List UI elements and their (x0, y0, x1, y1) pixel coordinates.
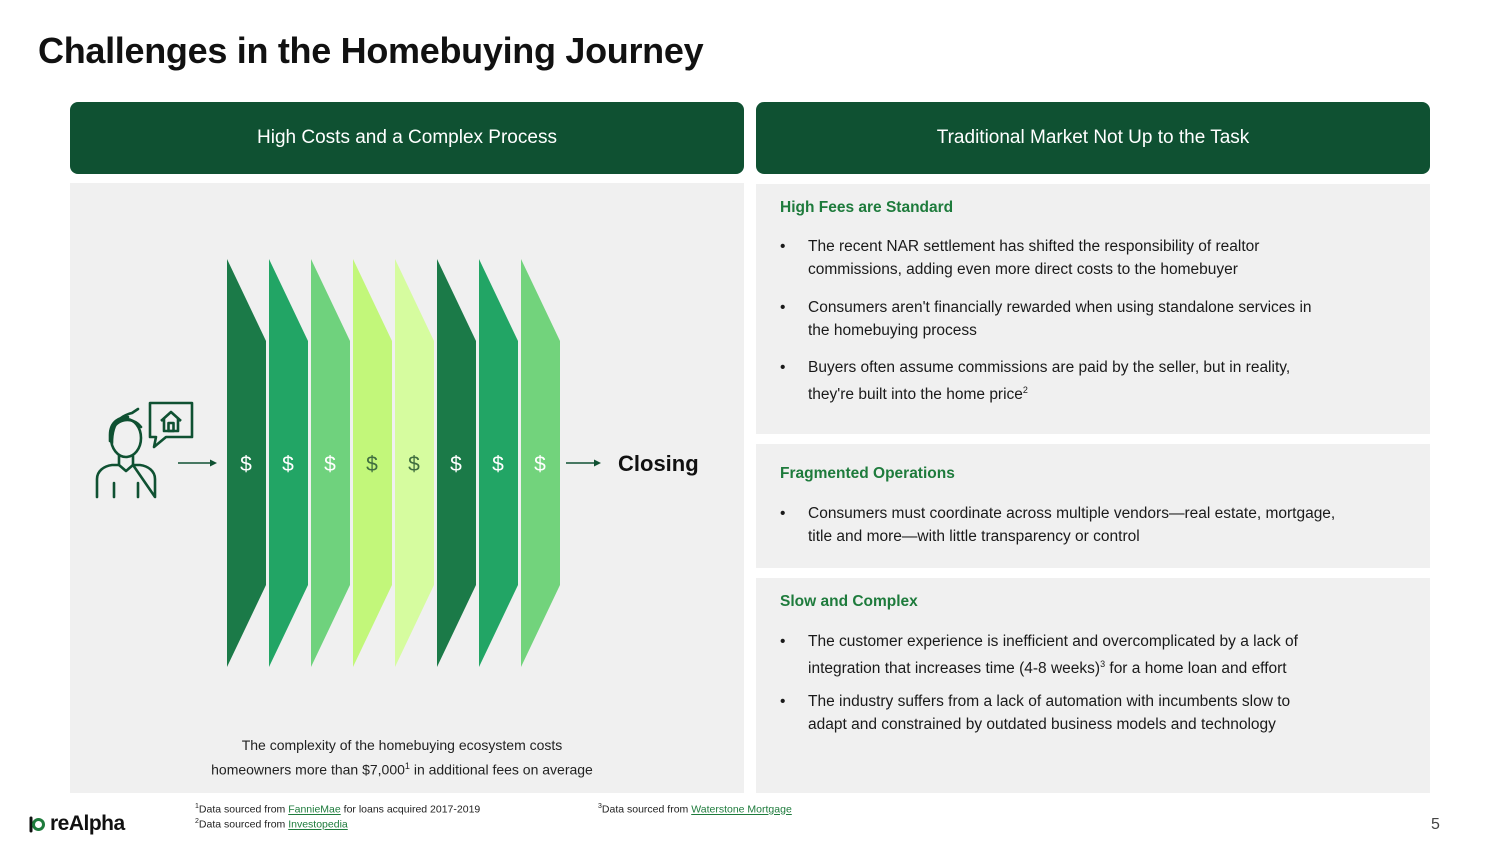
dollar-sign: $ (450, 453, 462, 476)
bullet-line: • Buyers often assume commissions are paid by the seller, but in reality, (808, 359, 1291, 376)
dollar-sign: $ (282, 453, 294, 476)
fanniemae-link[interactable]: FannieMae (288, 803, 341, 816)
footnote-1 (195, 803, 480, 816)
cost-chevrons (227, 259, 560, 667)
right-header-label: Traditional Market Not Up to the Task (936, 127, 1250, 148)
caption-line-2-text: homeowners more than $7,000 (211, 761, 405, 778)
dollar-sign: $ (408, 453, 420, 476)
dollar-sign: $ (324, 453, 336, 476)
caption-line-2-end: in additional fees on average (409, 761, 593, 778)
left-header-label: High Costs and a Complex Process (257, 127, 557, 148)
footnote-3 (598, 803, 792, 816)
homebuyer-person-icon (97, 409, 155, 497)
caption-line-2 (70, 756, 734, 781)
dollar-sign: $ (492, 453, 504, 476)
footnote-text-end: for loans acquired 2017-2019 (340, 803, 481, 816)
section-title-slow-complex: Slow and Complex (780, 593, 918, 610)
bullet-inefficient-experience (780, 630, 1410, 680)
section-title-fragmented-operations: Fragmented Operations (780, 465, 955, 482)
footnote-ref: 3 (1100, 659, 1106, 669)
right-header-bar (756, 102, 1430, 174)
footnote-text: Data sourced from (601, 803, 692, 816)
footnote-text: Data sourced from (198, 803, 289, 816)
bullet-line: • The recent NAR settlement has shifted the responsibility of realtor (808, 238, 1260, 255)
dollar-sign: $ (240, 453, 252, 476)
closing-label: Closing (618, 451, 699, 476)
footnote-text: Data sourced from (198, 818, 289, 831)
realpha-logo-mark-icon (28, 814, 46, 834)
bullet-line: • The customer experience is inefficient and overcomplicated by a lack of (808, 633, 1298, 650)
arrow-to-closing-icon (566, 460, 601, 467)
house-speech-bubble-icon (150, 403, 192, 447)
bullet-line: • Consumers must coordinate across multiple vendors—real estate, mortgage, (808, 505, 1336, 522)
page-number: 5 (1431, 816, 1440, 833)
bullet-line: • Consumers aren't financially rewarded when using standalone services in (808, 299, 1312, 316)
page-title: Challenges in the Homebuying Journey (38, 30, 704, 71)
bullet-line: the homebuying process (808, 322, 977, 339)
arrow-into-flow-icon (178, 460, 217, 467)
footnote-number: 1 (195, 803, 199, 810)
caption-line-1: The complexity of the homebuying ecosystem costs (241, 737, 563, 753)
bullet-line-end: for a home loan and effort (1105, 660, 1287, 678)
investopedia-link[interactable]: Investopedia (288, 818, 348, 831)
dollar-sign: $ (534, 453, 546, 476)
bullet-line: commissions, adding even more direct costs to the homebuyer (808, 261, 1238, 278)
fees-caption (70, 735, 734, 781)
bullet-standalone-services (780, 296, 1410, 342)
bullet-line: title and more—with little transparency or control (808, 528, 1140, 545)
footnote-2 (195, 818, 348, 831)
bullet-multiple-vendors (780, 502, 1410, 548)
left-header-bar (70, 102, 744, 174)
bullet-line-text: they're built into the home price (808, 386, 1023, 404)
bullet-line: • The industry suffers from a lack of automation with incumbents slow to (808, 693, 1291, 710)
footnote-ref: 2 (1022, 385, 1028, 395)
bullet-lack-of-automation (780, 690, 1410, 736)
dollar-sign: $ (366, 453, 378, 476)
caption-footnote-ref: 1 (404, 761, 410, 771)
bullet-line-text: integration that increases time (4-8 weeks) (808, 660, 1101, 678)
bullet-commissions-home-price (780, 356, 1410, 406)
realpha-logo-text: reAlpha (50, 812, 125, 835)
realpha-logo (28, 812, 125, 836)
footnote-number: 3 (598, 803, 602, 810)
bullet-line: adapt and constrained by outdated business models and technology (808, 716, 1276, 733)
waterstone-mortgage-link[interactable]: Waterstone Mortgage (691, 803, 792, 816)
bullet-line (808, 379, 1410, 406)
bullet-nar-settlement (780, 235, 1410, 281)
bullet-line (808, 653, 1410, 680)
section-title-high-fees: High Fees are Standard (780, 199, 954, 216)
footnote-number: 2 (195, 818, 199, 825)
